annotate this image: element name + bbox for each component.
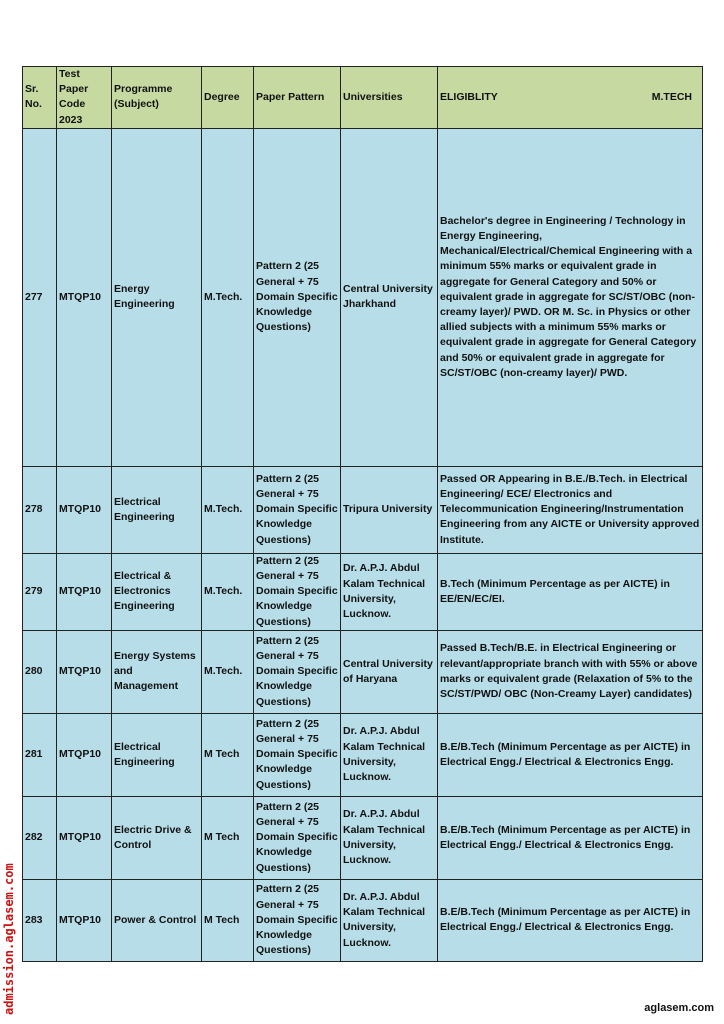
header-mtech-label: M.TECH: [651, 90, 692, 103]
table-row: [23, 630, 703, 713]
university-cell: Dr. A.P.J. Abdul Kalam Technical University, Lucknow.: [341, 713, 438, 796]
programme-cell: Power & Control: [112, 879, 202, 961]
pattern-cell: Pattern 2 (25 General + 75 Domain Specific Knowledge Questions): [254, 713, 341, 796]
university-cell: Dr. A.P.J. Abdul Kalam Technical University, Lucknow.: [341, 553, 438, 630]
sr-no-cell: 278: [23, 466, 57, 553]
table-row: [23, 713, 703, 796]
programme-cell: Energy Systems and Management: [112, 630, 202, 713]
degree-cell: M.Tech.: [202, 128, 254, 466]
programme-cell: Energy Engineering: [112, 128, 202, 466]
degree-cell: M Tech: [202, 796, 254, 879]
paper-code-cell: MTQP10: [57, 713, 112, 796]
header-universities: Universities: [341, 67, 438, 129]
pattern-cell: Pattern 2 (25 General + 75 Domain Specific Knowledge Questions): [254, 553, 341, 630]
header-sr-no: Sr. No.: [23, 67, 57, 129]
header-eligibility: [438, 67, 703, 129]
eligibility-cell: Passed B.Tech/B.E. in Electrical Engineering or relevant/appropriate branch with with 55% or above marks or equivalent grade (Relaxation of 5% to the SC/ST/PWD/ OBC (Non-Creamy Layer) candidates): [438, 630, 703, 713]
university-cell: Tripura University: [341, 466, 438, 553]
sr-no-cell: 282: [23, 796, 57, 879]
table-row: [23, 128, 703, 466]
eligibility-cell: B.Tech (Minimum Percentage as per AICTE) in EE/EN/EC/EI.: [438, 553, 703, 630]
programme-cell: Electrical & Electronics Engineering: [112, 553, 202, 630]
degree-cell: M Tech: [202, 879, 254, 961]
pattern-cell: Pattern 2 (25 General + 75 Domain Specific Knowledge Questions): [254, 128, 341, 466]
degree-cell: M.Tech.: [202, 466, 254, 553]
degree-cell: M Tech: [202, 713, 254, 796]
sr-no-cell: 279: [23, 553, 57, 630]
university-cell: Central University of Haryana: [341, 630, 438, 713]
degree-cell: M.Tech.: [202, 630, 254, 713]
header-eligibility-label: ELIGIBLITY: [440, 90, 498, 103]
paper-code-cell: MTQP10: [57, 796, 112, 879]
pattern-cell: Pattern 2 (25 General + 75 Domain Specific Knowledge Questions): [254, 466, 341, 553]
university-cell: Dr. A.P.J. Abdul Kalam Technical University, Lucknow.: [341, 796, 438, 879]
table-row: [23, 796, 703, 879]
pattern-cell: Pattern 2 (25 General + 75 Domain Specific Knowledge Questions): [254, 630, 341, 713]
sr-no-cell: 277: [23, 128, 57, 466]
paper-code-cell: MTQP10: [57, 466, 112, 553]
programme-cell: Electric Drive & Control: [112, 796, 202, 879]
table-row: [23, 553, 703, 630]
table-row: [23, 879, 703, 961]
pattern-cell: Pattern 2 (25 General + 75 Domain Specific Knowledge Questions): [254, 879, 341, 961]
paper-code-cell: MTQP10: [57, 128, 112, 466]
watermark-admission-aglasem: admission.aglasem.com: [2, 863, 16, 1015]
header-paper-pattern: Paper Pattern: [254, 67, 341, 129]
university-cell: Dr. A.P.J. Abdul Kalam Technical University, Lucknow.: [341, 879, 438, 961]
pattern-cell: Pattern 2 (25 General + 75 Domain Specific Knowledge Questions): [254, 796, 341, 879]
eligibility-table: [22, 66, 703, 962]
paper-code-cell: MTQP10: [57, 879, 112, 961]
programme-cell: Electrical Engineering: [112, 713, 202, 796]
header-row: [23, 67, 703, 129]
watermark-aglasem: aglasem.com: [644, 1002, 714, 1014]
header-test-paper-code: Test Paper Code 2023: [57, 67, 112, 129]
programme-cell: Electrical Engineering: [112, 466, 202, 553]
paper-code-cell: MTQP10: [57, 630, 112, 713]
header-degree: Degree: [202, 67, 254, 129]
degree-cell: M.Tech.: [202, 553, 254, 630]
paper-code-cell: MTQP10: [57, 553, 112, 630]
eligibility-cell: B.E/B.Tech (Minimum Percentage as per AICTE) in Electrical Engg./ Electrical & Electronics Engg.: [438, 796, 703, 879]
eligibility-cell: Bachelor's degree in Engineering / Technology in Energy Engineering, Mechanical/Electrical/Chemical Engineering with a minimum 55% marks or equivalent grade in aggregate for General Category and 50% or equivalent grade in aggregate for SC/ST/OBC (non-creamy layer)/ PWD. OR M. Sc. in Physics or other allied subjects with a minimum 55% marks or equivalent grade in aggregate for General Category and 50% or equivalent grade in aggregate for SC/ST/OBC (non-creamy layer)/ PWD.: [438, 128, 703, 466]
sr-no-cell: 283: [23, 879, 57, 961]
university-cell: Central University Jharkhand: [341, 128, 438, 466]
eligibility-cell: B.E/B.Tech (Minimum Percentage as per AICTE) in Electrical Engg./ Electrical & Electronics Engg.: [438, 879, 703, 961]
sr-no-cell: 281: [23, 713, 57, 796]
sr-no-cell: 280: [23, 630, 57, 713]
header-programme: Programme (Subject): [112, 67, 202, 129]
eligibility-cell: B.E/B.Tech (Minimum Percentage as per AICTE) in Electrical Engg./ Electrical & Electronics Engg.: [438, 713, 703, 796]
table-row: [23, 466, 703, 553]
eligibility-cell: Passed OR Appearing in B.E./B.Tech. in Electrical Engineering/ ECE/ Electronics and Telecommunication Engineering/Instrumentation Engineering from any AICTE or University approved Institute.: [438, 466, 703, 553]
